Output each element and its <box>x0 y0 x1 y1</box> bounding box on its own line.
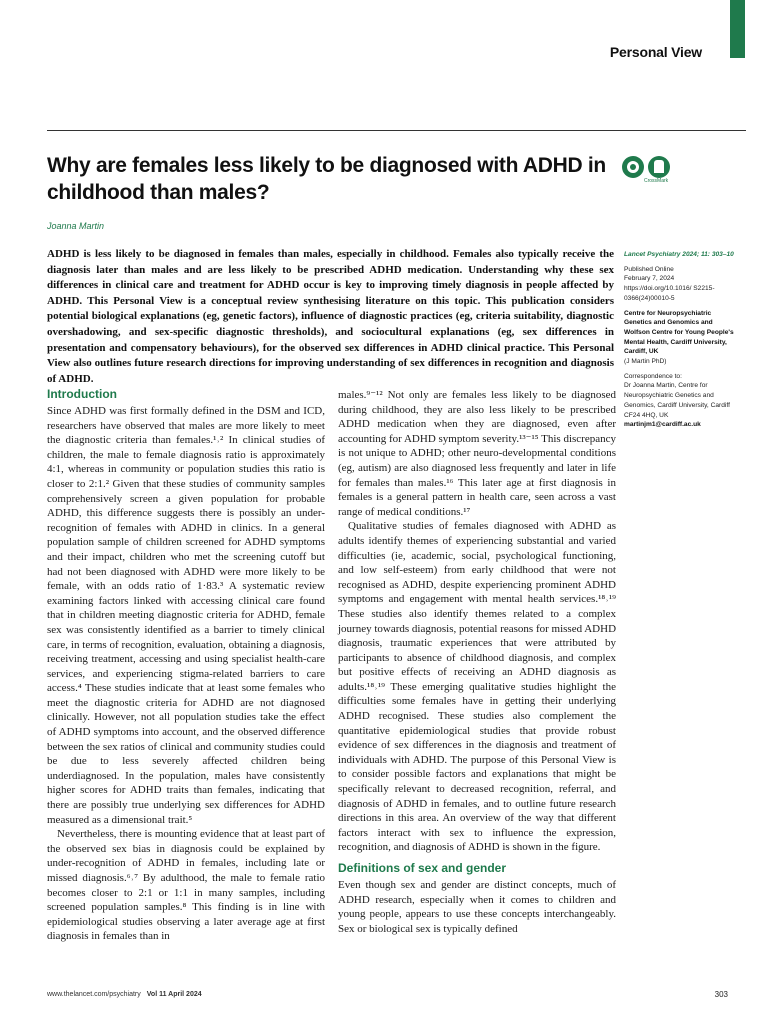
article-sidebar <box>624 250 736 435</box>
body-paragraph: Even though sex and gender are distinct concepts, much of ADHD research, especially when it comes to children and young people, appears to use these concepts interchangeably. Sex or biological sex is typically defined <box>338 879 616 935</box>
body-paragraph: Nevertheless, there is mounting evidence that at least part of the observed sex bias in diagnosis could be explained by under-recognition of ADHD in females, including late or missed diagnosis.⁶˒⁷ By adulthood, the male to female ratio becomes closer to 2:1 or 1:1 in many samples, including screened population samples.⁸ This finding is in line with epidemiological studies observing a later average age at first diagnosis in females than in <box>47 828 325 943</box>
body-paragraph: Qualitative studies of females diagnosed with ADHD as adults identify themes of experiencing substantial and varied difficulties (ie, academic, social, psychological functioning, and low self-esteem) from early childhood that were not recognised as ADHD, despite experiencing prominent ADHD symptoms and engagement with mental health services.¹⁸˒¹⁹ These studies also identify themes related to a complex journey towards diagnosis, potential reasons for missed ADHD diagnosis, traumatic experiences that were attributed by participants to absence of childhood diagnosis, and complex but positive effects of receiving an ADHD diagnosis as adults.¹⁸˒¹⁹ These emerging qualitative studies highlight the difficulties some females have in getting their underlying ADHD recognised. These studies also complement the quantitative epidemiological studies that provide robust evidence of sex differences in the diagnosis and treatment of individuals with ADHD. The purpose of this Personal View is to consider possible factors and explanations that might be specifically relevant to decreased recognition, referral, and diagnosis of ADHD in females, and to outline future research directions in this area. An overview of the way that different factors interact with sex to influence the expression, recognition, and diagnosis of ADHD is shown in the figure. <box>338 520 617 854</box>
author-name[interactable]: Joanna Martin <box>47 221 105 231</box>
crossmark-icon[interactable] <box>648 156 670 178</box>
body-paragraph: males.⁹⁻¹² Not only are females less likely to be diagnosed during childhood, they are also less likely to be prescribed ADHD medication when they are diagnosed, even after accounting for ADHD symptom severity.¹³⁻¹⁵ This discrepancy is not unique to ADHD; other neuro-developmental conditions (eg, autism) are also diagnosed less frequently and later in life for females than males.¹⁶ This later age at first diagnosis in females is a general pattern in health care, seen across a vast range of medical conditions.¹⁷ <box>338 389 616 518</box>
article-badges <box>622 156 678 188</box>
section-heading-introduction: Introduction <box>47 387 117 401</box>
footer-volume: Vol 11 April 2024 <box>146 991 202 998</box>
abstract: ADHD is less likely to be diagnosed in females than males, especially in childhood. Females also typically receive the diagnosis later than males and are less likely to be prescribed ADHD medication. Understanding why these sex differences in clinical care and treatment for ADHD occur is key to improving timely diagnosis in people affected by ADHD. This Personal View is a conceptual review synthesising literature on this topic. This publication considers potential biological explanations (eg, genetic factors), influence of diagnostic practices (eg, criteria suitability, diagnostic overshadowing, and sex-specific diagnostic thresholds), and sociocultural explanations (eg, sex differences in presentation and compensatory behaviours), for the observed sex differences in ADHD clinical practice. This Personal View also outlines future research directions for improving understanding of sex differences in recognition and diagnosis of ADHD. <box>47 248 614 385</box>
section-label: Personal View <box>609 44 702 60</box>
footer-url[interactable]: www.thelancet.com/psychiatry <box>47 991 141 998</box>
article-title: Why are females less likely to be diagnosed with ADHD in childhood than males? <box>47 154 606 204</box>
section-accent-bar <box>730 0 745 58</box>
page-number: 303 <box>714 990 728 999</box>
correspondence-label: Correspondence to: <box>624 372 682 380</box>
footer-left <box>47 991 202 998</box>
email-link[interactable]: martinjm1@cardiff.ac.uk <box>624 421 701 429</box>
section-heading-definitions: Definitions of sex and gender <box>338 861 507 875</box>
published-date: February 7, 2024 <box>624 275 675 283</box>
doi-link[interactable]: https://doi.org/10.1016/ S2215-0366(24)00010-5 <box>624 285 715 302</box>
affiliation: Centre for Neuropsychiatric Genetics and Genomics and Wolfson Centre for Young People's Mental Health, Cardiff University, Cardiff, UK <box>624 309 734 356</box>
affiliation-person: (J Martin PhD) <box>624 358 667 366</box>
header-divider <box>47 130 746 131</box>
correspondence-text: Dr Joanna Martin, Centre for Neuropsychiatric Genetics and Genomics, Cardiff University, Cardiff CF24 4HQ, UK <box>624 382 730 419</box>
body-column-left <box>47 386 325 944</box>
published-label: Published Online <box>624 265 674 273</box>
open-access-icon[interactable] <box>622 156 644 178</box>
citation[interactable]: Lancet Psychiatry 2024; 11: 303–10 <box>624 251 734 258</box>
body-column-right <box>338 388 616 936</box>
body-paragraph: Since ADHD was first formally defined in the DSM and ICD, researchers have observed that males are more likely to meet the diagnostic criteria than females.¹˒² In clinical studies of children, the male to female diagnosis ratio is approximately 4:1, whereas in community or population studies this ratio is closer to 2:1.² Given that these studies of community samples comprehensively screen a given population for probable ADHD, this difference suggests there is possibly an under-recognition of females with ADHD in clinics. In a general population sample of children screened for ADHD symptoms and their impact, children who met the screening cutoff but had not been diagnosed with ADHD were more likely to be female, with an odds ratio of 1·83.³ A systematic review examining factors linked with accessing clinical care found that in children meeting diagnostic criteria for ADHD, female sex was consistently identified as a barrier to timely clinical care, in terms of recognition, evaluation, obtaining a diagnosis, receiving treatment, accessing and using specialist health-care services, and experiencing stigma-related barriers to care access.⁴ These studies indicate that at least some females who meet the diagnostic criteria for ADHD are not diagnosed clinically. However, not all population studies take the effect of ADHD symptoms into account, and the observed difference between the sex ratios of clinical and community studies could be due to less severely affected children being underdiagnosed. In the population, males have consistently higher scores for ADHD traits than females, indicating that there are possibly true underlying sex differences for ADHD measured as a dimensional trait.⁵ <box>47 405 325 826</box>
crossmark-label: CrossMark <box>644 178 669 184</box>
